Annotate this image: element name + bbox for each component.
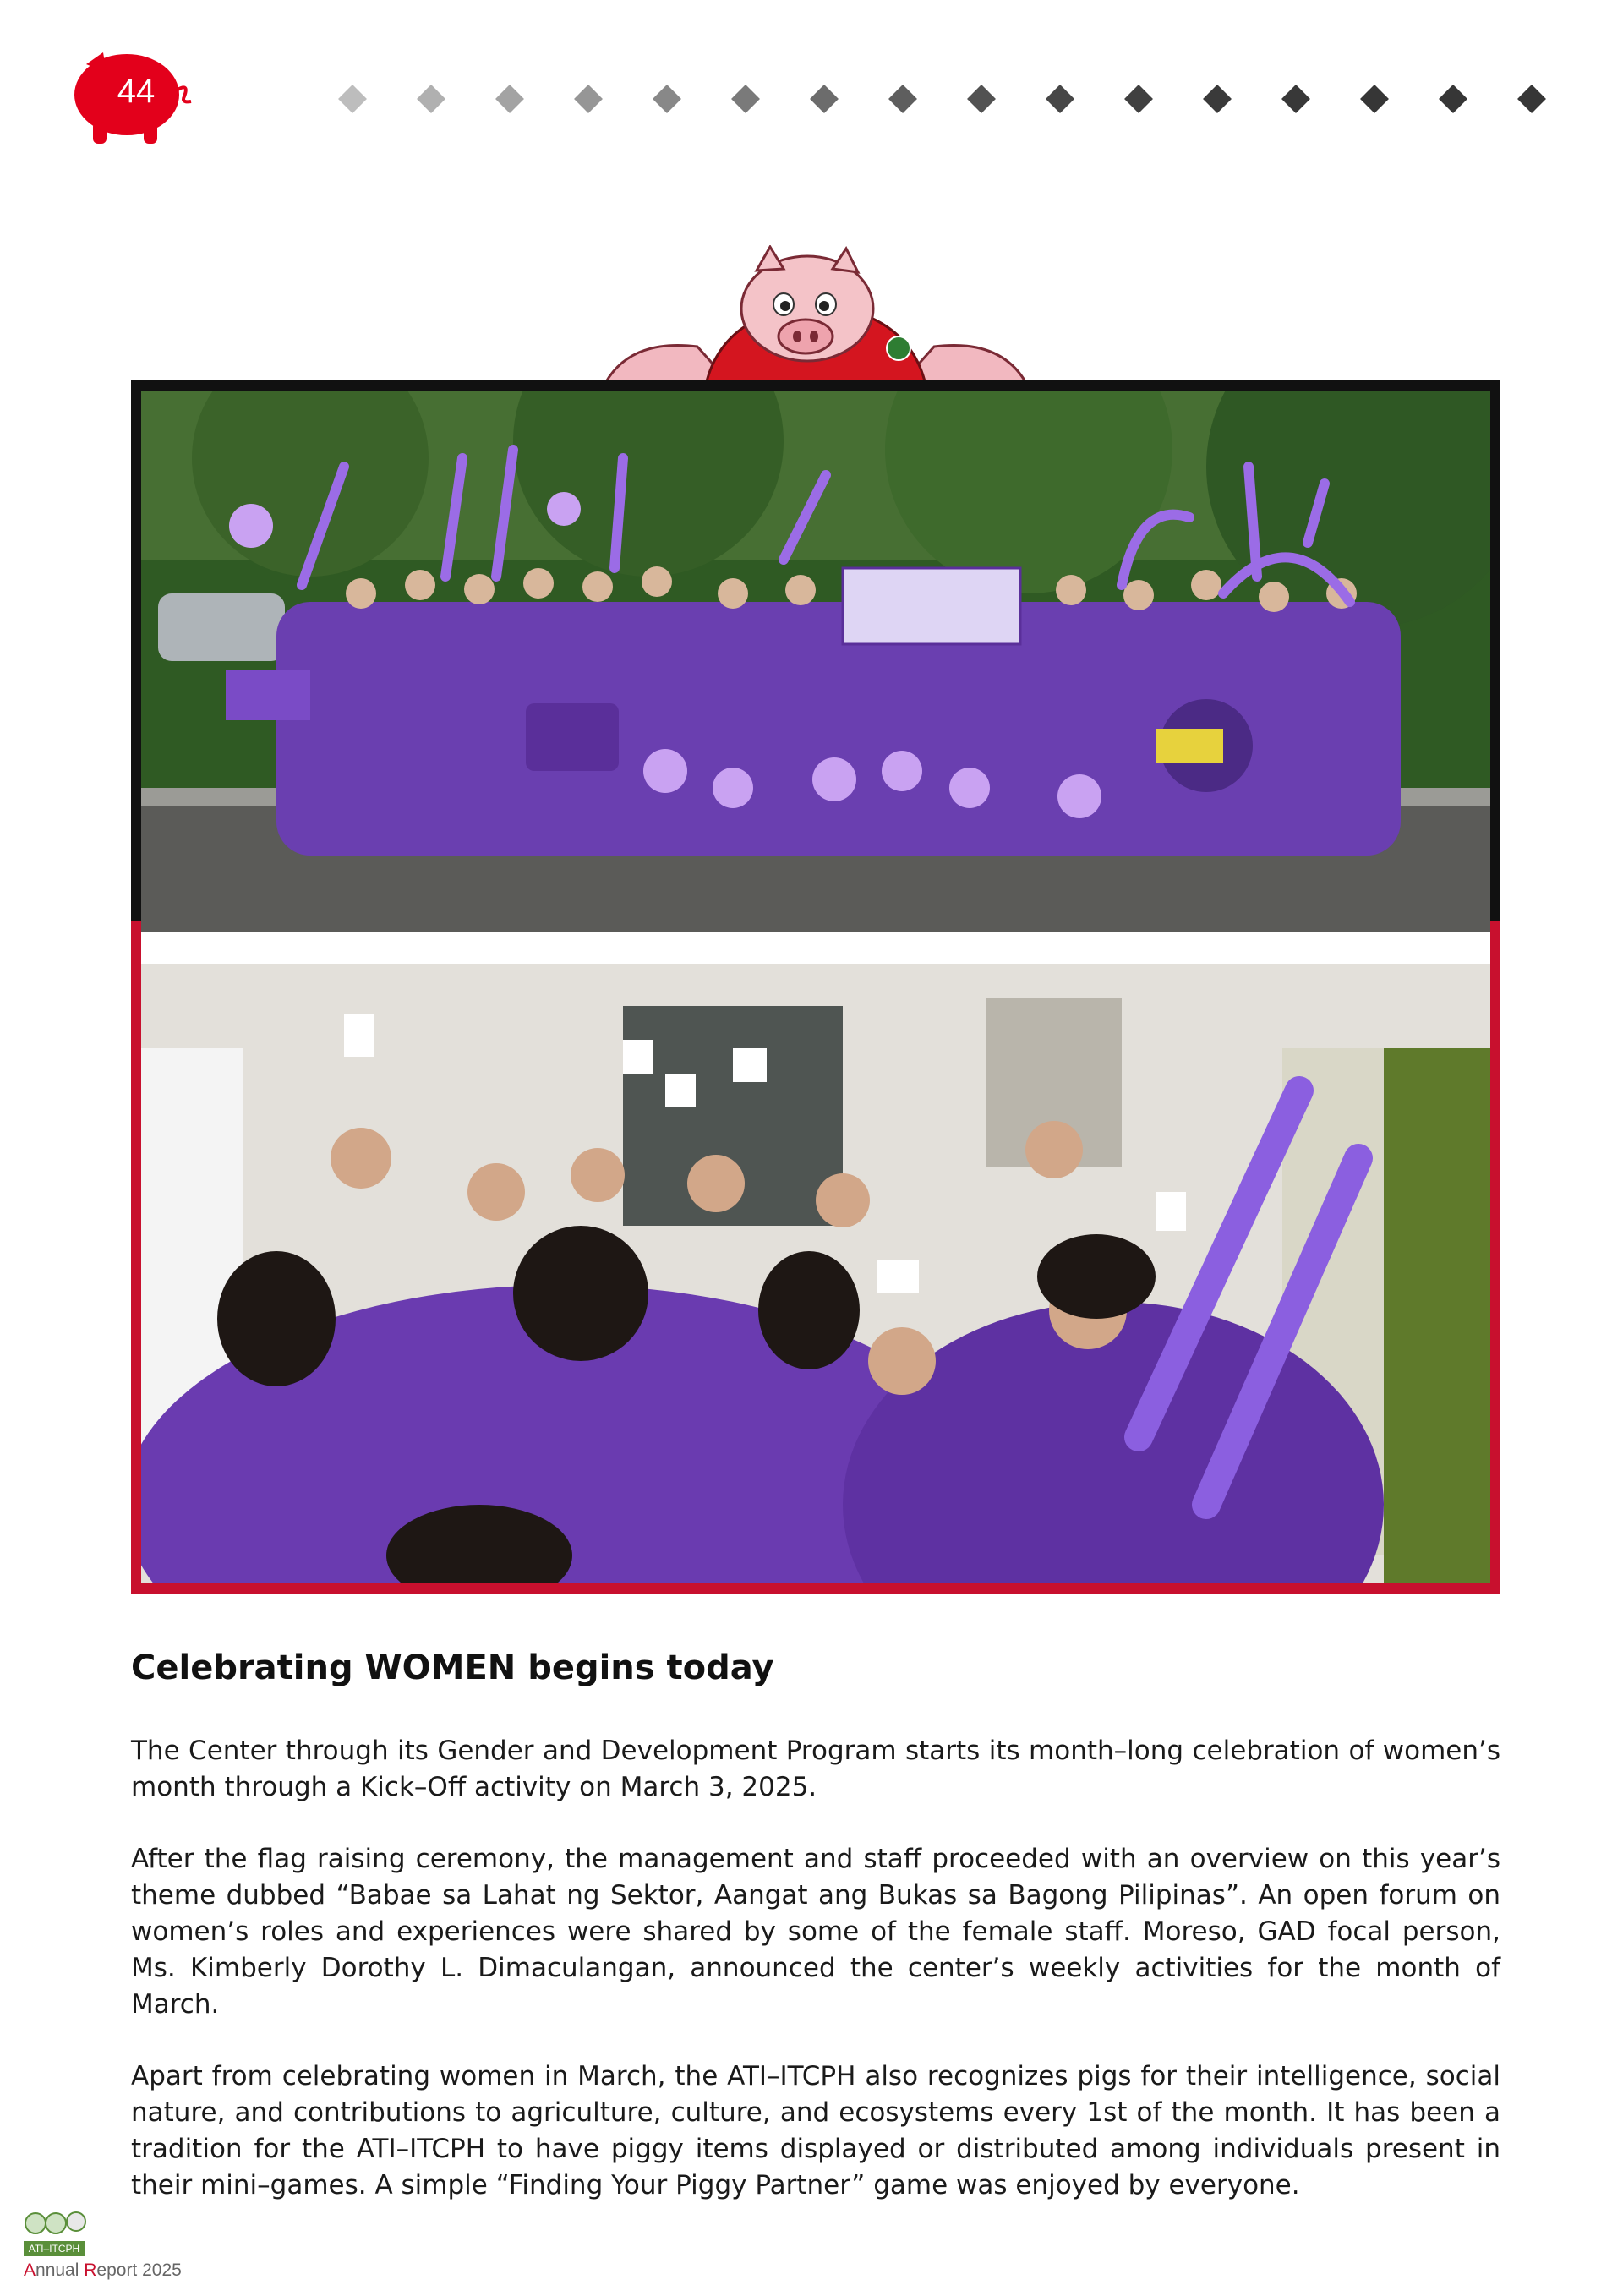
diamond-icon [495, 85, 524, 113]
page-number-badge [68, 46, 194, 150]
diamond-icon [338, 85, 367, 113]
pig-mascot [604, 245, 1027, 389]
diamond-icon [888, 85, 917, 113]
diamond-icon [1203, 85, 1232, 113]
photo-divider [141, 932, 1490, 964]
article-paragraph-1: The Center through its Gender and Development Program starts its month–long celebration of women’s month through a Kick–Off activity on March 3, 2025. [131, 1736, 1500, 1802]
top-group-photo [141, 391, 1490, 932]
diamond-icon [574, 85, 603, 113]
group-photo-outdoor-icon [141, 391, 1490, 932]
diamond-icon [731, 85, 760, 113]
footer-report-letter-a: A [24, 2260, 36, 2280]
diamond-icon [417, 85, 445, 113]
diamond-icon [653, 85, 681, 113]
footer-report-word-report: eport 2025 [96, 2260, 182, 2280]
diamond-icon [967, 85, 996, 113]
group-photo-indoor-icon [141, 964, 1490, 1583]
page-number: 44 [117, 73, 156, 110]
diamond-icon [1517, 85, 1546, 113]
footer-report-label [24, 2260, 182, 2281]
diamond-icon [1281, 85, 1310, 113]
article-paragraph-3: Apart from celebrating women in March, the ATI–ITCPH also recognizes pigs for their intelligence, social nature, and contributions to agriculture, culture, and ecosystems every 1st of the month. It has been a tradition for the ATI–ITCPH to have piggy items displayed or distributed among individuals present in their mini–games. A simple “Finding Your Piggy Partner” game was enjoyed by everyone. [131, 2061, 1500, 2200]
footer-report-word-annual: nnual [36, 2260, 85, 2280]
photo-frame [131, 380, 1500, 1594]
article-headline: Celebrating WOMEN begins today [131, 1648, 774, 1687]
pig-mascot-icon [604, 245, 1027, 389]
diamond-icon [810, 85, 839, 113]
article-paragraph-2: After the flag raising ceremony, the management and staff proceeded with an overview on this year’s theme dubbed “Babae sa Lahat ng Sektor, Aangat ang Bukas sa Bagong Pilipinas”. An open forum on women’s roles and experiences were shared by some of the female staff. Moreso, GAD focal person, Ms. Kimberly Dorothy L. Dimaculangan, announced the center’s weekly activities for the month of March. [131, 1844, 1500, 2020]
diamond-icon [1046, 85, 1074, 113]
diamond-icon [1360, 85, 1389, 113]
diamond-icon [1124, 85, 1153, 113]
footer-report-letter-r: R [84, 2260, 97, 2280]
bottom-group-photo [141, 964, 1490, 1583]
ati-logo-icon [24, 2208, 86, 2242]
diamond-decoration-row [342, 82, 1560, 116]
footer-logo-label: ATI–ITCPH [24, 2241, 85, 2256]
diamond-icon [1439, 85, 1467, 113]
